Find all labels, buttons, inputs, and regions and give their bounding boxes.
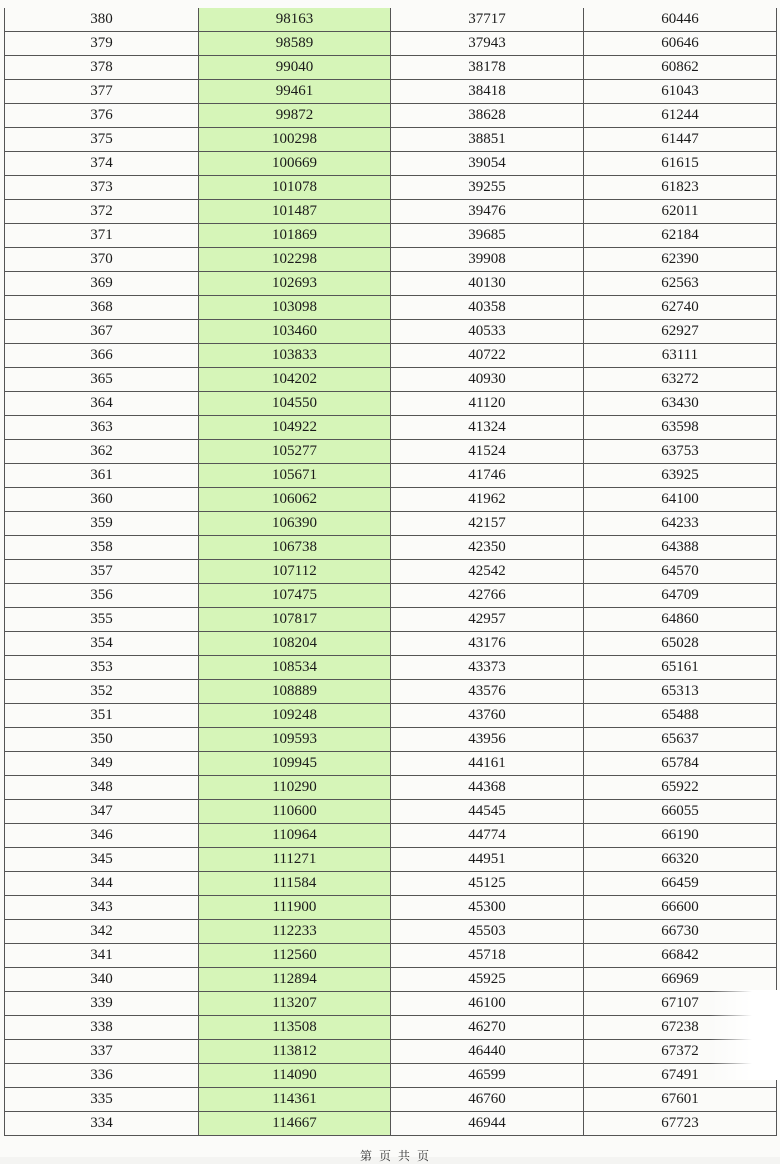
score-table-body <box>5 8 777 1136</box>
table-cell-col2: 108889 <box>199 680 391 704</box>
score-table <box>4 8 777 1136</box>
table-cell-col3: 38628 <box>391 104 584 128</box>
table-cell-score: 364 <box>5 392 199 416</box>
table-cell-col2: 98589 <box>199 32 391 56</box>
table-cell-col3: 43760 <box>391 704 584 728</box>
table-cell-col3: 43176 <box>391 632 584 656</box>
table-cell-col3: 46760 <box>391 1088 584 1112</box>
table-cell-col2: 113812 <box>199 1040 391 1064</box>
table-cell-col4: 65922 <box>584 776 777 800</box>
table-cell-col2: 100669 <box>199 152 391 176</box>
table-row <box>5 752 777 776</box>
table-row <box>5 104 777 128</box>
table-cell-col2: 109593 <box>199 728 391 752</box>
table-cell-col2: 105277 <box>199 440 391 464</box>
table-cell-col4: 67107 <box>584 992 777 1016</box>
table-row <box>5 1040 777 1064</box>
table-row <box>5 704 777 728</box>
table-cell-col3: 43576 <box>391 680 584 704</box>
table-cell-score: 379 <box>5 32 199 56</box>
table-cell-col2: 111271 <box>199 848 391 872</box>
table-row <box>5 944 777 968</box>
table-row <box>5 776 777 800</box>
table-cell-col4: 63430 <box>584 392 777 416</box>
table-cell-score: 378 <box>5 56 199 80</box>
table-cell-col4: 62563 <box>584 272 777 296</box>
table-row <box>5 512 777 536</box>
table-row <box>5 464 777 488</box>
table-cell-col3: 40722 <box>391 344 584 368</box>
table-cell-col4: 62927 <box>584 320 777 344</box>
table-cell-col3: 44951 <box>391 848 584 872</box>
table-cell-col4: 65784 <box>584 752 777 776</box>
table-cell-col3: 42542 <box>391 560 584 584</box>
table-cell-score: 370 <box>5 248 199 272</box>
table-cell-col3: 41746 <box>391 464 584 488</box>
table-cell-score: 363 <box>5 416 199 440</box>
table-row <box>5 584 777 608</box>
table-cell-col4: 65028 <box>584 632 777 656</box>
table-cell-col3: 40130 <box>391 272 584 296</box>
table-cell-col4: 67491 <box>584 1064 777 1088</box>
table-cell-col3: 38851 <box>391 128 584 152</box>
table-cell-score: 373 <box>5 176 199 200</box>
table-cell-score: 366 <box>5 344 199 368</box>
table-cell-col3: 42157 <box>391 512 584 536</box>
table-cell-col2: 99040 <box>199 56 391 80</box>
table-cell-col3: 44774 <box>391 824 584 848</box>
table-row <box>5 224 777 248</box>
table-cell-col2: 104202 <box>199 368 391 392</box>
table-cell-score: 344 <box>5 872 199 896</box>
table-cell-col3: 41962 <box>391 488 584 512</box>
table-cell-col3: 46599 <box>391 1064 584 1088</box>
table-cell-col4: 62011 <box>584 200 777 224</box>
table-cell-col2: 110600 <box>199 800 391 824</box>
table-cell-col4: 65637 <box>584 728 777 752</box>
table-cell-score: 365 <box>5 368 199 392</box>
table-cell-col3: 46270 <box>391 1016 584 1040</box>
table-cell-col4: 61823 <box>584 176 777 200</box>
table-row <box>5 968 777 992</box>
table-cell-col3: 39054 <box>391 152 584 176</box>
table-row <box>5 728 777 752</box>
table-cell-col2: 100298 <box>199 128 391 152</box>
page-footer: 第 页 共 页 <box>360 1149 432 1163</box>
table-cell-col2: 99872 <box>199 104 391 128</box>
table-cell-col4: 67372 <box>584 1040 777 1064</box>
table-cell-col3: 44161 <box>391 752 584 776</box>
table-cell-col4: 65313 <box>584 680 777 704</box>
table-row <box>5 560 777 584</box>
table-cell-col2: 111900 <box>199 896 391 920</box>
table-cell-score: 357 <box>5 560 199 584</box>
table-row <box>5 152 777 176</box>
table-cell-col4: 66730 <box>584 920 777 944</box>
table-cell-col3: 43373 <box>391 656 584 680</box>
table-cell-col2: 107112 <box>199 560 391 584</box>
table-cell-col2: 104922 <box>199 416 391 440</box>
table-cell-score: 351 <box>5 704 199 728</box>
table-cell-col2: 112894 <box>199 968 391 992</box>
table-cell-col4: 64860 <box>584 608 777 632</box>
table-cell-score: 343 <box>5 896 199 920</box>
table-cell-col4: 66190 <box>584 824 777 848</box>
table-cell-col3: 41524 <box>391 440 584 464</box>
table-cell-col2: 101487 <box>199 200 391 224</box>
table-row <box>5 8 777 32</box>
table-cell-col3: 39908 <box>391 248 584 272</box>
table-cell-col3: 43956 <box>391 728 584 752</box>
table-cell-col3: 44368 <box>391 776 584 800</box>
table-cell-col2: 114090 <box>199 1064 391 1088</box>
table-cell-col4: 66969 <box>584 968 777 992</box>
table-cell-score: 356 <box>5 584 199 608</box>
table-cell-col2: 104550 <box>199 392 391 416</box>
table-cell-score: 372 <box>5 200 199 224</box>
table-row <box>5 800 777 824</box>
table-cell-col3: 40358 <box>391 296 584 320</box>
table-cell-col2: 106062 <box>199 488 391 512</box>
table-cell-score: 355 <box>5 608 199 632</box>
table-cell-col4: 65488 <box>584 704 777 728</box>
page-edge-shade <box>710 990 780 1080</box>
table-cell-col2: 110290 <box>199 776 391 800</box>
table-cell-score: 340 <box>5 968 199 992</box>
table-cell-col3: 37943 <box>391 32 584 56</box>
table-cell-col4: 65161 <box>584 656 777 680</box>
table-cell-col2: 112233 <box>199 920 391 944</box>
table-cell-col4: 61244 <box>584 104 777 128</box>
table-row <box>5 824 777 848</box>
table-cell-col4: 64100 <box>584 488 777 512</box>
table-cell-score: 337 <box>5 1040 199 1064</box>
table-row <box>5 296 777 320</box>
table-row <box>5 200 777 224</box>
table-cell-col2: 108534 <box>199 656 391 680</box>
table-row <box>5 920 777 944</box>
table-cell-col2: 98163 <box>199 8 391 32</box>
table-row <box>5 128 777 152</box>
table-cell-col4: 66600 <box>584 896 777 920</box>
table-cell-col2: 113207 <box>199 992 391 1016</box>
table-cell-score: 348 <box>5 776 199 800</box>
table-row <box>5 848 777 872</box>
table-cell-col2: 103460 <box>199 320 391 344</box>
table-cell-col4: 61447 <box>584 128 777 152</box>
table-cell-score: 376 <box>5 104 199 128</box>
table-cell-col4: 67723 <box>584 1112 777 1136</box>
table-cell-col2: 111584 <box>199 872 391 896</box>
table-row <box>5 872 777 896</box>
table-cell-score: 353 <box>5 656 199 680</box>
table-cell-score: 375 <box>5 128 199 152</box>
table-cell-col3: 39255 <box>391 176 584 200</box>
table-cell-col4: 60646 <box>584 32 777 56</box>
table-cell-col4: 67238 <box>584 1016 777 1040</box>
table-cell-score: 358 <box>5 536 199 560</box>
table-row <box>5 248 777 272</box>
table-cell-score: 380 <box>5 8 199 32</box>
table-row <box>5 392 777 416</box>
table-cell-col4: 66055 <box>584 800 777 824</box>
table-row <box>5 656 777 680</box>
table-cell-score: 345 <box>5 848 199 872</box>
table-row <box>5 272 777 296</box>
table-row <box>5 1064 777 1088</box>
table-cell-col4: 64388 <box>584 536 777 560</box>
table-cell-col2: 112560 <box>199 944 391 968</box>
table-cell-score: 368 <box>5 296 199 320</box>
table-cell-score: 349 <box>5 752 199 776</box>
table-cell-col4: 63598 <box>584 416 777 440</box>
table-cell-col3: 46100 <box>391 992 584 1016</box>
table-row <box>5 896 777 920</box>
table-cell-col2: 109248 <box>199 704 391 728</box>
table-row <box>5 1016 777 1040</box>
table-cell-score: 342 <box>5 920 199 944</box>
table-cell-col2: 107817 <box>199 608 391 632</box>
table-cell-col2: 102693 <box>199 272 391 296</box>
table-row <box>5 176 777 200</box>
table-cell-score: 367 <box>5 320 199 344</box>
table-cell-col3: 42957 <box>391 608 584 632</box>
table-cell-col4: 60446 <box>584 8 777 32</box>
table-row <box>5 680 777 704</box>
table-cell-col4: 64709 <box>584 584 777 608</box>
table-cell-col3: 46944 <box>391 1112 584 1136</box>
table-cell-score: 374 <box>5 152 199 176</box>
table-cell-col4: 62184 <box>584 224 777 248</box>
table-cell-col2: 109945 <box>199 752 391 776</box>
table-cell-col4: 63272 <box>584 368 777 392</box>
table-cell-col2: 99461 <box>199 80 391 104</box>
table-cell-score: 347 <box>5 800 199 824</box>
table-cell-col2: 101869 <box>199 224 391 248</box>
table-cell-score: 352 <box>5 680 199 704</box>
table-cell-col3: 44545 <box>391 800 584 824</box>
table-cell-col3: 42766 <box>391 584 584 608</box>
table-cell-col3: 42350 <box>391 536 584 560</box>
table-cell-col3: 45925 <box>391 968 584 992</box>
table-cell-score: 354 <box>5 632 199 656</box>
table-row <box>5 488 777 512</box>
table-cell-col4: 61615 <box>584 152 777 176</box>
table-cell-col4: 66842 <box>584 944 777 968</box>
table-row <box>5 80 777 104</box>
table-cell-col3: 40930 <box>391 368 584 392</box>
table-cell-score: 369 <box>5 272 199 296</box>
table-cell-col4: 66459 <box>584 872 777 896</box>
table-cell-score: 346 <box>5 824 199 848</box>
table-cell-score: 341 <box>5 944 199 968</box>
table-row <box>5 1088 777 1112</box>
table-cell-col4: 63753 <box>584 440 777 464</box>
table-cell-col4: 64233 <box>584 512 777 536</box>
table-cell-col4: 67601 <box>584 1088 777 1112</box>
table-cell-col3: 39685 <box>391 224 584 248</box>
table-cell-col2: 105671 <box>199 464 391 488</box>
table-cell-score: 360 <box>5 488 199 512</box>
table-cell-col3: 46440 <box>391 1040 584 1064</box>
table-cell-col3: 37717 <box>391 8 584 32</box>
table-cell-col2: 102298 <box>199 248 391 272</box>
table-row <box>5 56 777 80</box>
table-cell-col3: 39476 <box>391 200 584 224</box>
table-cell-col3: 38418 <box>391 80 584 104</box>
table-cell-col4: 62740 <box>584 296 777 320</box>
table-cell-score: 336 <box>5 1064 199 1088</box>
table-cell-col2: 110964 <box>199 824 391 848</box>
table-cell-col2: 107475 <box>199 584 391 608</box>
table-cell-col2: 106390 <box>199 512 391 536</box>
table-cell-col2: 103098 <box>199 296 391 320</box>
table-cell-col4: 63111 <box>584 344 777 368</box>
table-row <box>5 320 777 344</box>
table-row <box>5 32 777 56</box>
table-cell-score: 335 <box>5 1088 199 1112</box>
table-cell-col4: 63925 <box>584 464 777 488</box>
table-cell-score: 350 <box>5 728 199 752</box>
table-row <box>5 344 777 368</box>
table-cell-col4: 66320 <box>584 848 777 872</box>
table-cell-col2: 106738 <box>199 536 391 560</box>
table-cell-score: 359 <box>5 512 199 536</box>
table-cell-col4: 62390 <box>584 248 777 272</box>
table-row <box>5 608 777 632</box>
table-cell-col3: 45300 <box>391 896 584 920</box>
table-cell-col2: 103833 <box>199 344 391 368</box>
table-row <box>5 440 777 464</box>
table-cell-score: 338 <box>5 1016 199 1040</box>
table-cell-col3: 41324 <box>391 416 584 440</box>
table-cell-col3: 41120 <box>391 392 584 416</box>
table-row <box>5 416 777 440</box>
table-cell-score: 334 <box>5 1112 199 1136</box>
table-row <box>5 536 777 560</box>
table-cell-col3: 45503 <box>391 920 584 944</box>
table-cell-col3: 45125 <box>391 872 584 896</box>
table-row <box>5 368 777 392</box>
table-cell-score: 362 <box>5 440 199 464</box>
table-cell-col3: 38178 <box>391 56 584 80</box>
table-cell-col4: 64570 <box>584 560 777 584</box>
table-row <box>5 1112 777 1136</box>
table-cell-score: 361 <box>5 464 199 488</box>
table-cell-score: 371 <box>5 224 199 248</box>
table-cell-col4: 60862 <box>584 56 777 80</box>
table-cell-col3: 40533 <box>391 320 584 344</box>
table-cell-col2: 101078 <box>199 176 391 200</box>
table-row <box>5 992 777 1016</box>
table-cell-col2: 114667 <box>199 1112 391 1136</box>
table-cell-col2: 114361 <box>199 1088 391 1112</box>
table-row <box>5 632 777 656</box>
table-cell-score: 339 <box>5 992 199 1016</box>
table-cell-score: 377 <box>5 80 199 104</box>
table-cell-col4: 61043 <box>584 80 777 104</box>
table-cell-col2: 108204 <box>199 632 391 656</box>
table-cell-col3: 45718 <box>391 944 584 968</box>
table-cell-col2: 113508 <box>199 1016 391 1040</box>
